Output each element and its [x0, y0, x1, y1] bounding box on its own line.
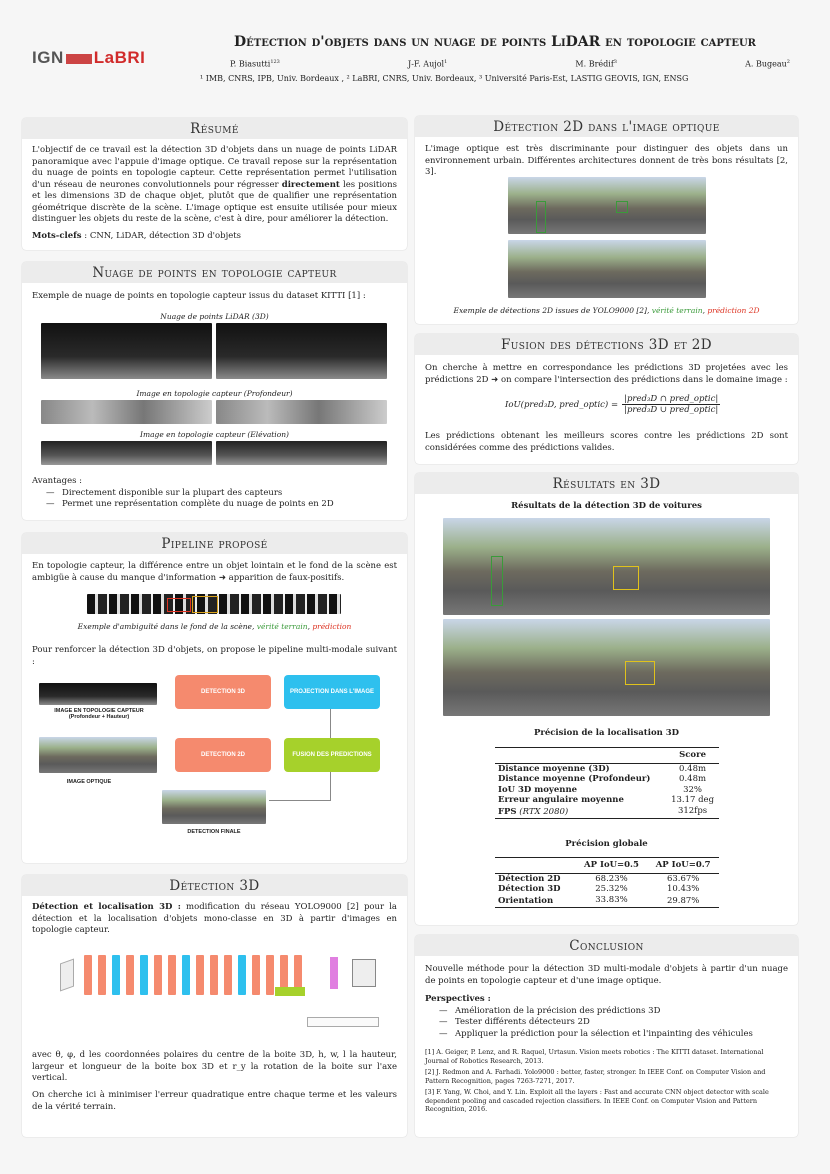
- list-item: — Amélioration de la précision des prédictions 3D: [455, 1006, 788, 1018]
- network-layer: [98, 955, 106, 995]
- nuage-intro: Exemple de nuage de points en topologie capteur issus du dataset KITTI [1] :: [32, 291, 366, 301]
- panel-detection3d: [22, 875, 407, 1137]
- author: J-F. Aujol$^1$: [408, 59, 448, 69]
- network-diagram: [60, 953, 380, 1001]
- author: A. Bugeau$^2$: [745, 59, 790, 69]
- table-header: AP IoU=0.5: [584, 860, 639, 870]
- layer-branch: [275, 987, 305, 996]
- section-title: Détection 2D dans l'image optique: [415, 116, 798, 137]
- box-fusion: FUSION DES PREDICTIONS: [284, 738, 380, 772]
- detection3d-text2: avec θ, φ, d les coordonnées polaires du centre de la boite 3D, h, w, l la hauteur, largeur et longueur de la boite box 3D et r_y la rotation de la boite sur l'axe vertical.: [32, 1050, 397, 1083]
- section-title: Pipeline proposé: [22, 533, 407, 554]
- section-title: Détection 3D: [22, 875, 407, 896]
- author: M. Brédif$^3$: [575, 59, 617, 69]
- network-layer: [182, 955, 190, 995]
- network-layer: [238, 955, 246, 995]
- panel-resume: [22, 118, 407, 250]
- truth-box: [192, 596, 218, 613]
- output-vector: [307, 1017, 379, 1027]
- output-layer: [330, 957, 338, 989]
- loc-table: [495, 747, 719, 819]
- network-layer: [154, 955, 162, 995]
- arrow-line: [269, 800, 331, 801]
- arrow-line: [330, 709, 331, 738]
- input-volume: [60, 958, 74, 991]
- network-layer: [210, 955, 218, 995]
- ambiguity-image: [87, 594, 341, 614]
- conclusion-text: Nouvelle méthode pour la détection 3D multi-modale d'objets à partir d'un nuage de points en topologie capteur et d'une image optique.: [425, 964, 788, 986]
- results-image-bottom: [443, 619, 770, 716]
- table-row: IoU 3D moyenne 32%: [498, 784, 702, 795]
- label-optical: IMAGE OPTIQUE: [66, 779, 112, 785]
- table-row: Détection 3D 25.32% 10.43%: [498, 884, 700, 894]
- panel-detection2d: [415, 116, 798, 324]
- iou-formula: IoU(pred₃D, pred_optic) = |pred₃D ∩ pred_optic| |pred₃D ∪ pred_optic|: [505, 394, 719, 415]
- logo-ign: IGN: [32, 48, 64, 67]
- detection-box: [613, 566, 639, 590]
- detection-box: [491, 556, 503, 606]
- fusion-text1: On cherche à mettre en correspondance les prédictions 3D projetées avec les prédictions 2D ➜ on compare l'intersection des prédictions dans le domaine image :: [425, 363, 788, 385]
- truth-box: [536, 201, 546, 233]
- logo: [32, 48, 145, 68]
- section-title: Conclusion: [415, 935, 798, 956]
- final-image: [162, 790, 266, 824]
- box-detection-2d: DETECTION 2D: [175, 738, 271, 772]
- affiliations: ¹ IMB, CNRS, IPB, Univ. Bordeaux , ² LaBRI, CNRS, Univ. Bordeaux, ³ Université Paris-Est, LASTIG GEOVIS, IGN, ENSG: [200, 74, 689, 83]
- caption-depth: Image en topologie capteur (Profondeur): [136, 389, 293, 398]
- ambiguity-caption: Exemple d'ambiguïté dans le fond de la scène, vérité terrain, prédiction: [77, 622, 352, 631]
- det2d-text: L'image optique est très discriminante pour distinguer des objets dans un environnement urbain. Différentes architectures donnent de très bons résultats [2, 3].: [425, 144, 788, 177]
- logo-labri: LaBRI: [93, 48, 146, 67]
- depth-image-right: [216, 400, 387, 424]
- results-image-top: [443, 518, 770, 615]
- network-layer: [196, 955, 204, 995]
- resume-text: L'objectif de ce travail est la détection 3D d'objets dans un nuage de points LiDAR panoramique avec l'appuie d'image optique. Ce travail repose sur la représentation du nuage de points en topologie capteur. Cette représentation permet l'utilisation d'un réseau de neurones convolutionnels pour régresser directement les positions et les dimensions 3D de chaque objet, plutôt que de qualifier une représentation géométrique discrète de la scène. L'image optique est ensuite utilisée pour mieux distinguer les objets du reste de la scène, c'est à dire, pour améliorer la détection.: [32, 145, 398, 224]
- box-projection: PROJECTION DANS L'IMAGE: [284, 675, 380, 709]
- advantages: [22, 476, 407, 511]
- output-volume: [352, 959, 376, 987]
- caption-elevation: Image en topologie capteur (Elévation): [140, 430, 289, 439]
- table-row: Distance moyenne (Profondeur) 0.48m: [498, 774, 707, 784]
- optical-image: [39, 737, 157, 773]
- section-title: Résultats en 3D: [415, 473, 798, 494]
- elevation-image-right: [216, 441, 387, 465]
- panel-fusion: [415, 334, 798, 464]
- reference: [2] J. Redmon and A. Farhadi. Yolo9000 : better, faster, stronger. In IEEE Conf. on Computer Vision and Pattern Recognition, pages 7263-7271, 2017.: [425, 1068, 766, 1085]
- section-title: Nuage de points en topologie capteur: [22, 262, 407, 283]
- table-header: Score: [679, 750, 706, 760]
- label-final: DETECTION FINALE: [187, 829, 241, 835]
- network-layer: [84, 955, 92, 995]
- authors: [230, 59, 790, 69]
- results-subtitle: Résultats de la détection 3D de voitures: [511, 501, 702, 511]
- advantages-label: Avantages :: [32, 476, 83, 486]
- panel-nuage: [22, 262, 407, 520]
- topo-image: [39, 683, 157, 705]
- lidar-image-left: [41, 323, 212, 379]
- network-layer: [140, 955, 148, 995]
- table-row: Erreur angulaire moyenne 13.17 deg: [498, 795, 715, 805]
- panel-conclusion: [415, 935, 798, 1137]
- panel-results: [415, 473, 798, 925]
- section-title: Fusion des détections 3D et 2D: [415, 334, 798, 355]
- network-layer: [224, 955, 232, 995]
- poster-title: Détection d'objets dans un nuage de points LiDAR en topologie capteur: [234, 34, 756, 50]
- author: P. Biasutti$^{123}$: [230, 59, 280, 69]
- network-layer: [126, 955, 134, 995]
- truth-box: [616, 201, 628, 213]
- list-item: — Permet une représentation complète du nuage de points en 2D: [62, 499, 397, 511]
- references: [415, 1048, 798, 1114]
- pipeline-text1: En topologie capteur, la différence entre un objet lointain et le fond de la scène est ambigüe à cause du manque d'information ➜ apparition de faux-positifs.: [32, 561, 397, 583]
- reference: [1] A. Geiger, P. Lenz, and R. Raquel, Urtasun. Vision meets robotics : The KITTI dataset. International Journal of Robotics Research, 2013.: [425, 1048, 764, 1065]
- table-header: AP IoU=0.7: [655, 860, 711, 870]
- arrow-line: [330, 772, 331, 800]
- logo-separator: [66, 54, 92, 64]
- fusion-text2: Les prédictions obtenant les meilleurs scores contre les prédictions 2D sont considérées comme des prédictions valides.: [425, 431, 788, 453]
- list-item: — Directement disponible sur la plupart des capteurs: [62, 488, 397, 500]
- network-layer: [266, 955, 274, 995]
- table-row: Orientation 33.83% 29.87%: [498, 894, 700, 906]
- detection3d-text1: Détection et localisation 3D : modification du réseau YOLO9000 [2] pour la détection et la localisation d'objets mono-classe en 3D à partir d'images en topologie capteur.: [32, 902, 397, 935]
- detection3d-text3: On cherche ici à minimiser l'erreur quadratique entre chaque terme et les valeurs de la vérité terrain.: [32, 1090, 397, 1112]
- prediction-box: [167, 598, 191, 612]
- glob-table: [495, 857, 719, 908]
- keywords: Mots-clefs : CNN, LiDAR, détection 3D d'objets: [32, 230, 242, 241]
- perspectives-label: Perspectives :: [425, 994, 491, 1004]
- table-row: FPS (RTX 2080) 312fps: [498, 805, 708, 817]
- det2d-caption: Exemple de détections 2D issues de YOLO9000 [2], vérité terrain, prédiction 2D: [453, 306, 760, 315]
- detection-box: [625, 661, 655, 685]
- det2d-image-top: [508, 177, 706, 234]
- lidar-image-right: [216, 323, 387, 379]
- box-detection-3d: DETECTION 3D: [175, 675, 271, 709]
- network-layer: [112, 955, 120, 995]
- list-item: — Tester différents détecteurs 2D: [455, 1017, 788, 1029]
- label-topo: IMAGE EN TOPOLOGIE CAPTEUR (Profondeur + Hauteur): [54, 708, 144, 720]
- section-title: Résumé: [22, 118, 407, 139]
- table-row: Distance moyenne (3D) 0.48m: [498, 763, 707, 774]
- panel-pipeline: [22, 533, 407, 863]
- pipeline-text2: Pour renforcer la détection 3D d'objets, on propose le pipeline multi-modale suivant :: [32, 645, 397, 667]
- network-layer: [168, 955, 176, 995]
- list-item: — Appliquer la prédiction pour la sélection et l'inpainting des véhicules: [455, 1029, 788, 1041]
- depth-image-left: [41, 400, 212, 424]
- glob-title: Précision globale: [565, 839, 648, 849]
- caption-lidar: Nuage de points LiDAR (3D): [160, 312, 269, 321]
- reference: [3] F. Yang, W. Choi, and Y. Lin. Exploit all the layers : Fast and accurate CNN object detector with scale dependent pooling and cascaded rejection classifiers. In IEEE Conf. on Computer Vision and Pattern Recognition, 2016.: [425, 1088, 769, 1113]
- perspectives: [415, 994, 798, 1040]
- elevation-image-left: [41, 441, 212, 465]
- network-layer: [252, 955, 260, 995]
- det2d-image-bottom: [508, 240, 706, 298]
- table-row: Détection 2D 68.23% 63.67%: [498, 873, 700, 884]
- loc-title: Précision de la localisation 3D: [533, 728, 680, 738]
